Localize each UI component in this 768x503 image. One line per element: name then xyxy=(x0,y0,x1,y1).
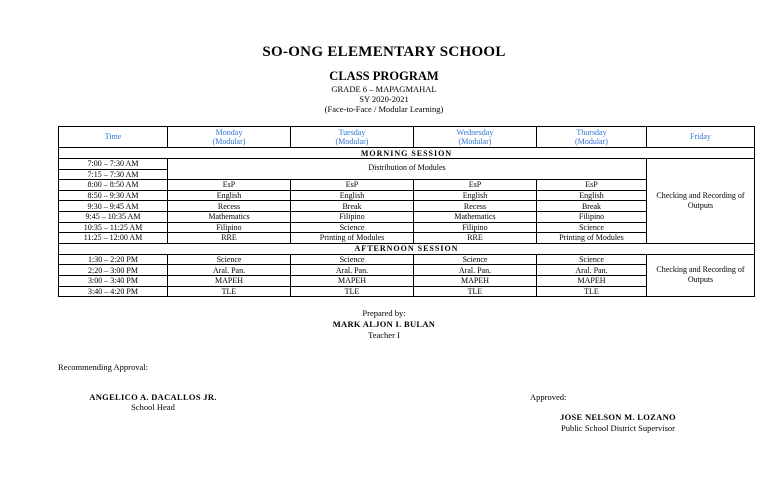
subject-cell: MAPEH xyxy=(537,275,647,286)
time-cell: 8:50 – 9:30 AM xyxy=(59,190,168,201)
time-cell: 9:45 – 10:35 AM xyxy=(59,211,168,222)
time-cell: 3:40 – 4:20 PM xyxy=(59,286,168,297)
subject-cell: MAPEH xyxy=(291,275,414,286)
prepared-by-label: Prepared by: xyxy=(362,308,406,318)
school-year: SY 2020-2021 xyxy=(359,94,409,104)
subject-cell: TLE xyxy=(168,286,291,297)
col-tuesday: Tuesday (Modular) xyxy=(291,127,414,148)
learning-mode: (Face-to-Face / Modular Learning) xyxy=(324,104,444,114)
subject-cell: Printing of Modules xyxy=(291,233,414,244)
subject-cell: EsP xyxy=(537,180,647,191)
col-thursday: Thursday (Modular) xyxy=(537,127,647,148)
subject-cell: EsP xyxy=(168,180,291,191)
subject-cell: Aral. Pan. xyxy=(291,265,414,276)
header-row xyxy=(59,127,755,148)
time-cell: 11:25 – 12:00 AM xyxy=(59,233,168,244)
time-cell: 2:20 – 3:00 PM xyxy=(59,265,168,276)
table-row xyxy=(59,159,755,170)
subject-cell: Science xyxy=(414,254,537,265)
time-cell: 8:00 – 8:50 AM xyxy=(59,180,168,191)
subject-cell: RRE xyxy=(168,233,291,244)
col-wednesday: Wednesday (Modular) xyxy=(414,127,537,148)
subject-cell: Break xyxy=(537,201,647,212)
distribution-cell: Distribution of Modules xyxy=(168,159,647,180)
col-time: Time xyxy=(59,127,168,148)
subject-cell: EsP xyxy=(414,180,537,191)
subject-cell: MAPEH xyxy=(168,275,291,286)
subject-cell: Mathematics xyxy=(168,211,291,222)
subject-cell: Filipino xyxy=(537,211,647,222)
approved-label: Approved: xyxy=(530,392,567,402)
school-name: SO-ONG ELEMENTARY SCHOOL xyxy=(262,44,506,60)
subject-cell: English xyxy=(168,190,291,201)
class-program-table xyxy=(58,126,755,297)
subject-cell: English xyxy=(291,190,414,201)
time-cell: 3:00 – 3:40 PM xyxy=(59,275,168,286)
prepared-by-role: Teacher I xyxy=(368,330,400,340)
subject-cell: Aral. Pan. xyxy=(168,265,291,276)
table-row xyxy=(59,254,755,265)
recommending-label: Recommending Approval: xyxy=(58,362,148,372)
morning-session-label: MORNING SESSION xyxy=(59,148,755,159)
subject-cell: Science xyxy=(291,222,414,233)
subject-cell: Break xyxy=(291,201,414,212)
recommending-role: School Head xyxy=(131,402,175,412)
subject-cell: Science xyxy=(537,254,647,265)
subject-cell: Science xyxy=(537,222,647,233)
subject-cell: TLE xyxy=(414,286,537,297)
subject-cell: TLE xyxy=(537,286,647,297)
prepared-by-name: MARK ALJON I. BULAN xyxy=(332,319,436,329)
document-title: CLASS PROGRAM xyxy=(329,69,439,83)
approved-role: Public School District Supervisor xyxy=(560,423,676,433)
subject-cell: English xyxy=(537,190,647,201)
subject-cell: EsP xyxy=(291,180,414,191)
subject-cell: Printing of Modules xyxy=(537,233,647,244)
subject-cell: Science xyxy=(168,254,291,265)
time-cell: 7:15 – 7:30 AM xyxy=(59,169,168,180)
subject-cell: Filipino xyxy=(291,211,414,222)
subject-cell: MAPEH xyxy=(414,275,537,286)
subject-cell: Filipino xyxy=(414,222,537,233)
time-cell: 7:00 – 7:30 AM xyxy=(59,159,168,170)
col-monday: Monday (Modular) xyxy=(168,127,291,148)
col-friday: Friday xyxy=(647,127,755,148)
subject-cell: Aral. Pan. xyxy=(537,265,647,276)
subject-cell: RRE xyxy=(414,233,537,244)
approved-name: JOSE NELSON M. LOZANO xyxy=(560,412,676,422)
subject-cell: Science xyxy=(291,254,414,265)
time-cell: 1:30 – 2:20 PM xyxy=(59,254,168,265)
time-cell: 9:30 – 9:45 AM xyxy=(59,201,168,212)
subject-cell: Aral. Pan. xyxy=(414,265,537,276)
subject-cell: English xyxy=(414,190,537,201)
subject-cell: Recess xyxy=(168,201,291,212)
subject-cell: Mathematics xyxy=(414,211,537,222)
friday-morning-cell: Checking and Recording of Outputs xyxy=(647,159,755,244)
afternoon-session-label: AFTERNOON SESSION xyxy=(59,243,755,254)
friday-afternoon-cell: Checking and Recording of Outputs xyxy=(647,254,755,296)
subject-cell: Recess xyxy=(414,201,537,212)
time-cell: 10:35 – 11:25 AM xyxy=(59,222,168,233)
grade-section: GRADE 6 – MAPAGMAHAL xyxy=(331,84,437,94)
recommending-name: ANGELICO A. DACALLOS JR. xyxy=(89,392,217,402)
subject-cell: TLE xyxy=(291,286,414,297)
subject-cell: Filipino xyxy=(168,222,291,233)
